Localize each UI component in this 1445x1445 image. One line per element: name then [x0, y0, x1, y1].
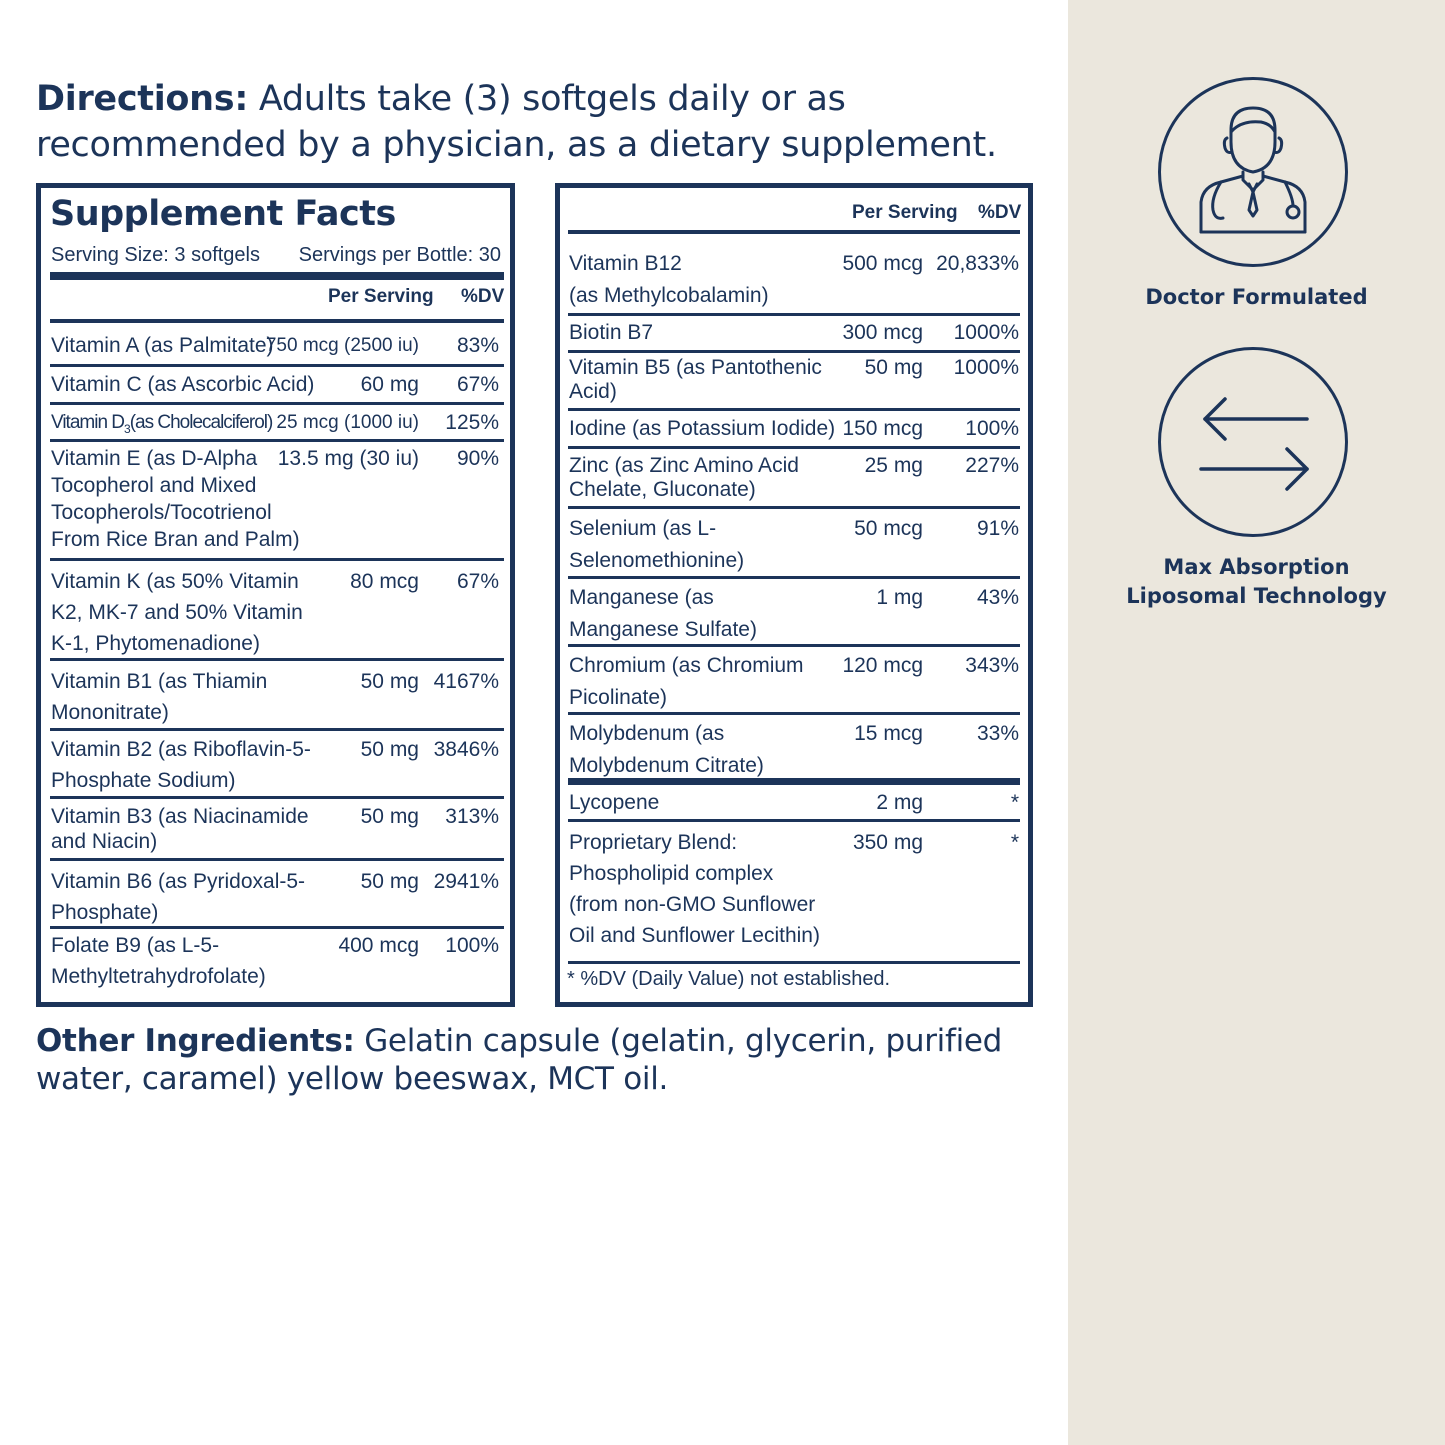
nutrient-name-line: Picolinate)	[569, 686, 668, 709]
max-absorption-label	[1068, 553, 1445, 611]
nutrient-name-line: Proprietary Blend:	[569, 831, 738, 854]
nutrient-name-line: Vitamin C (as Ascorbic Acid)	[51, 373, 315, 396]
nutrient-name-line: Selenium (as L-	[569, 517, 717, 540]
nutrient-name-line: Tocopherol and Mixed	[51, 474, 257, 497]
row-divider	[50, 439, 504, 442]
divider	[50, 319, 504, 323]
nutrient-amount: 400 mcg	[338, 934, 419, 957]
directions-line1: Adults take (3) softgels daily or as	[248, 79, 846, 119]
arrows-exchange-icon	[1158, 347, 1348, 537]
nutrient-dv: 67%	[456, 373, 499, 396]
nutrient-name-line: Zinc (as Zinc Amino Acid	[569, 454, 799, 477]
nutrient-name	[569, 319, 653, 346]
row-divider	[50, 796, 504, 799]
row-divider	[568, 819, 1020, 822]
nutrient-name-line: Chelate, Gluconate)	[569, 478, 756, 501]
nutrient-amount: 350 mg	[852, 831, 923, 854]
nutrient-name-line: Vitamin B6 (as Pyridoxal-5-	[51, 870, 306, 893]
col-dv: %DV	[461, 286, 505, 307]
nutrient-dv: 343%	[965, 654, 1019, 677]
nutrient-amount: 1 mg	[876, 586, 923, 609]
nutrient-amount: 50 mg	[360, 670, 419, 693]
nutrient-name	[569, 582, 757, 646]
nutrient-dv: *	[1010, 831, 1019, 854]
row-divider	[568, 313, 1020, 316]
servings-per-bottle: Servings per Bottle: 30	[298, 244, 501, 266]
row-divider	[50, 658, 504, 661]
nutrient-name-line: Acid)	[569, 380, 617, 403]
nutrient-name-line: Vitamin $D_3(as$ Cholecalciferol)	[51, 412, 273, 436]
serving-size: Serving Size: 3 softgels	[51, 244, 260, 266]
nutrient-name-line: Tocopherols/Tocotrienol	[51, 501, 272, 524]
nutrient-amount: 50 mg	[360, 738, 419, 761]
directions-line2: recommended by a physician, as a dietary supplement.	[36, 125, 997, 165]
facts-title: Supplement Facts	[50, 194, 396, 234]
row-divider	[568, 446, 1020, 449]
col-per-serving-right: Per Serving	[852, 202, 958, 223]
nutrient-name-line: and Niacin)	[51, 830, 158, 853]
nutrient-name	[569, 415, 835, 442]
nutrient-dv: 90%	[456, 447, 499, 470]
nutrient-name	[51, 666, 267, 728]
nutrient-dv: *	[1010, 791, 1019, 814]
nutrient-name-line: (as Methylcobalamin)	[569, 284, 769, 307]
nutrient-dv: 227%	[965, 454, 1019, 477]
nutrient-name-line: Vitamin A (as Palmitate)	[51, 334, 274, 357]
footnote: * %DV (Daily Value) not established.	[567, 968, 891, 990]
row-divider	[50, 858, 504, 861]
doctor-formulated-label: Doctor Formulated	[1145, 285, 1368, 309]
row-divider	[568, 350, 1020, 353]
nutrient-amount: 25 mg	[864, 454, 923, 477]
nutrient-name	[569, 248, 769, 312]
nutrient-amount: 120 mcg	[842, 654, 923, 677]
nutrient-name-line: Iodine (as Potassium Iodide)	[569, 417, 836, 440]
row-divider	[568, 712, 1020, 715]
nutrient-name-line: Vitamin B12	[569, 252, 682, 275]
nutrient-dv: 100%	[965, 417, 1019, 440]
col-per-serving: Per Serving	[328, 286, 434, 307]
other-ingredients	[36, 1022, 1046, 1098]
nutrient-name	[569, 513, 744, 577]
doctor-icon	[1158, 77, 1348, 267]
other-label: Other Ingredients:	[36, 1023, 355, 1059]
max-absorption-line2: Liposomal Technology	[1126, 584, 1387, 608]
nutrient-name	[569, 650, 804, 714]
row-divider	[50, 364, 504, 367]
nutrient-dv: 83%	[456, 334, 499, 357]
row-divider	[568, 506, 1020, 509]
row-divider	[568, 576, 1020, 579]
nutrient-dv: 43%	[976, 586, 1019, 609]
nutrient-name	[51, 734, 311, 796]
nutrient-dv: 313%	[445, 805, 499, 828]
doctor-icon-svg	[1161, 80, 1345, 264]
nutrient-name	[569, 356, 822, 404]
nutrient-dv: 20,833%	[936, 252, 1019, 275]
other-line2: water, caramel) yellow beeswax, MCT oil.	[36, 1061, 669, 1097]
nutrient-amount: 300 mcg	[842, 321, 923, 344]
nutrient-dv: 1000%	[953, 321, 1019, 344]
row-divider	[568, 961, 1020, 964]
nutrient-dv: 4167%	[433, 670, 499, 693]
supplement-facts-panel-right	[555, 183, 1033, 1007]
nutrient-dv: 33%	[976, 722, 1019, 745]
nutrient-name-line: Phosphate Sodium)	[51, 769, 236, 792]
nutrient-name	[51, 866, 305, 928]
nutrient-name	[51, 371, 314, 398]
nutrient-name	[569, 454, 799, 502]
nutrient-amount: 50 mg	[360, 805, 419, 828]
nutrient-name-suffix: (as Cholecalciferol)	[129, 412, 273, 433]
nutrient-amount: 50 mg	[360, 870, 419, 893]
nutrient-name-line: Folate B9 (as L-5-	[51, 934, 220, 957]
nutrient-amount: 500 mcg	[842, 252, 923, 275]
col-dv-right: %DV	[978, 202, 1022, 223]
other-line1: Gelatin capsule (gelatin, glycerin, purified	[354, 1023, 1003, 1059]
nutrient-name-line: Vitamin B3 (as Niacinamide	[51, 805, 309, 828]
row-divider	[50, 558, 504, 561]
nutrient-name	[51, 409, 272, 443]
thick-divider	[50, 272, 504, 280]
nutrient-name-line: Vitamin K (as 50% Vitamin	[51, 570, 299, 593]
nutrient-name-line: Manganese Sulfate)	[569, 618, 757, 641]
nutrient-name	[51, 566, 303, 659]
nutrient-amount: 50 mg	[864, 356, 923, 379]
nutrient-name	[569, 718, 764, 782]
row-divider	[50, 402, 504, 405]
subscript: 3	[124, 421, 130, 436]
nutrient-name	[569, 827, 820, 951]
nutrient-name-line: Lycopene	[569, 791, 660, 814]
nutrient-dv: 125%	[445, 411, 499, 434]
directions-label: Directions:	[36, 79, 249, 119]
nutrient-name-line: Phospholipid complex	[569, 862, 774, 885]
nutrient-dv: 3846%	[433, 738, 499, 761]
nutrient-name-line: Vitamin B1 (as Thiamin	[51, 670, 268, 693]
row-divider	[50, 728, 504, 731]
nutrient-name-line: Methyltetrahydrofolate)	[51, 965, 266, 988]
nutrient-name-line: Biotin B7	[569, 321, 654, 344]
arrows-exchange-icon-svg	[1161, 350, 1345, 534]
nutrient-dv: 1000%	[953, 356, 1019, 379]
divider	[568, 230, 1020, 234]
nutrient-name-line: From Rice Bran and Palm)	[51, 528, 300, 551]
nutrient-dv: 2941%	[433, 870, 499, 893]
nutrient-amount: 750 mcg (2500 iu)	[265, 335, 419, 356]
row-divider	[568, 408, 1020, 411]
nutrient-name-line: K2, MK-7 and 50% Vitamin	[51, 601, 303, 624]
nutrient-dv: 91%	[976, 517, 1019, 540]
nutrient-name	[51, 445, 300, 553]
row-divider	[50, 926, 504, 929]
nutrient-name-line: Vitamin B5 (as Pantothenic	[569, 356, 822, 379]
max-absorption-line1: Max Absorption	[1163, 555, 1350, 579]
nutrient-amount: 80 mcg	[350, 570, 419, 593]
nutrient-name-line: Molybdenum (as	[569, 722, 725, 745]
nutrient-name-line: Phosphate)	[51, 901, 159, 924]
nutrient-amount: 13.5 mg (30 iu)	[277, 447, 419, 470]
nutrient-amount: 60 mg	[360, 373, 419, 396]
nutrient-name-line: (from non-GMO Sunflower	[569, 893, 816, 916]
row-divider	[568, 644, 1020, 647]
nutrient-name-line: Vitamin E (as D-Alpha	[51, 447, 258, 470]
nutrient-name	[569, 789, 659, 816]
nutrient-name	[51, 804, 309, 854]
nutrient-amount: 50 mcg	[854, 517, 923, 540]
nutrient-name-line: Molybdenum Citrate)	[569, 754, 764, 777]
supplement-facts-panel-left	[36, 183, 515, 1007]
nutrient-amount: 2 mg	[876, 791, 923, 814]
nutrient-name	[51, 930, 266, 992]
nutrient-name-line: Vitamin B2 (as Riboflavin-5-	[51, 738, 311, 761]
nutrient-name	[51, 332, 274, 359]
nutrient-dv: 67%	[456, 570, 499, 593]
nutrient-amount: 25 mcg (1000 iu)	[276, 412, 419, 433]
nutrient-name-line: Mononitrate)	[51, 701, 169, 724]
nutrient-name-line: Oil and Sunflower Lecithin)	[569, 924, 820, 947]
nutrient-amount: 150 mcg	[842, 417, 923, 440]
nutrient-name-line: Chromium (as Chromium	[569, 654, 804, 677]
nutrient-name-line: K-1, Phytomenadione)	[51, 632, 260, 655]
directions-text	[36, 76, 1046, 168]
nutrient-amount: 15 mcg	[854, 722, 923, 745]
nutrient-dv: 100%	[445, 934, 499, 957]
nutrient-name-line: Selenomethionine)	[569, 549, 745, 572]
nutrient-name-line: Manganese (as	[569, 586, 714, 609]
row-divider	[568, 778, 1020, 785]
